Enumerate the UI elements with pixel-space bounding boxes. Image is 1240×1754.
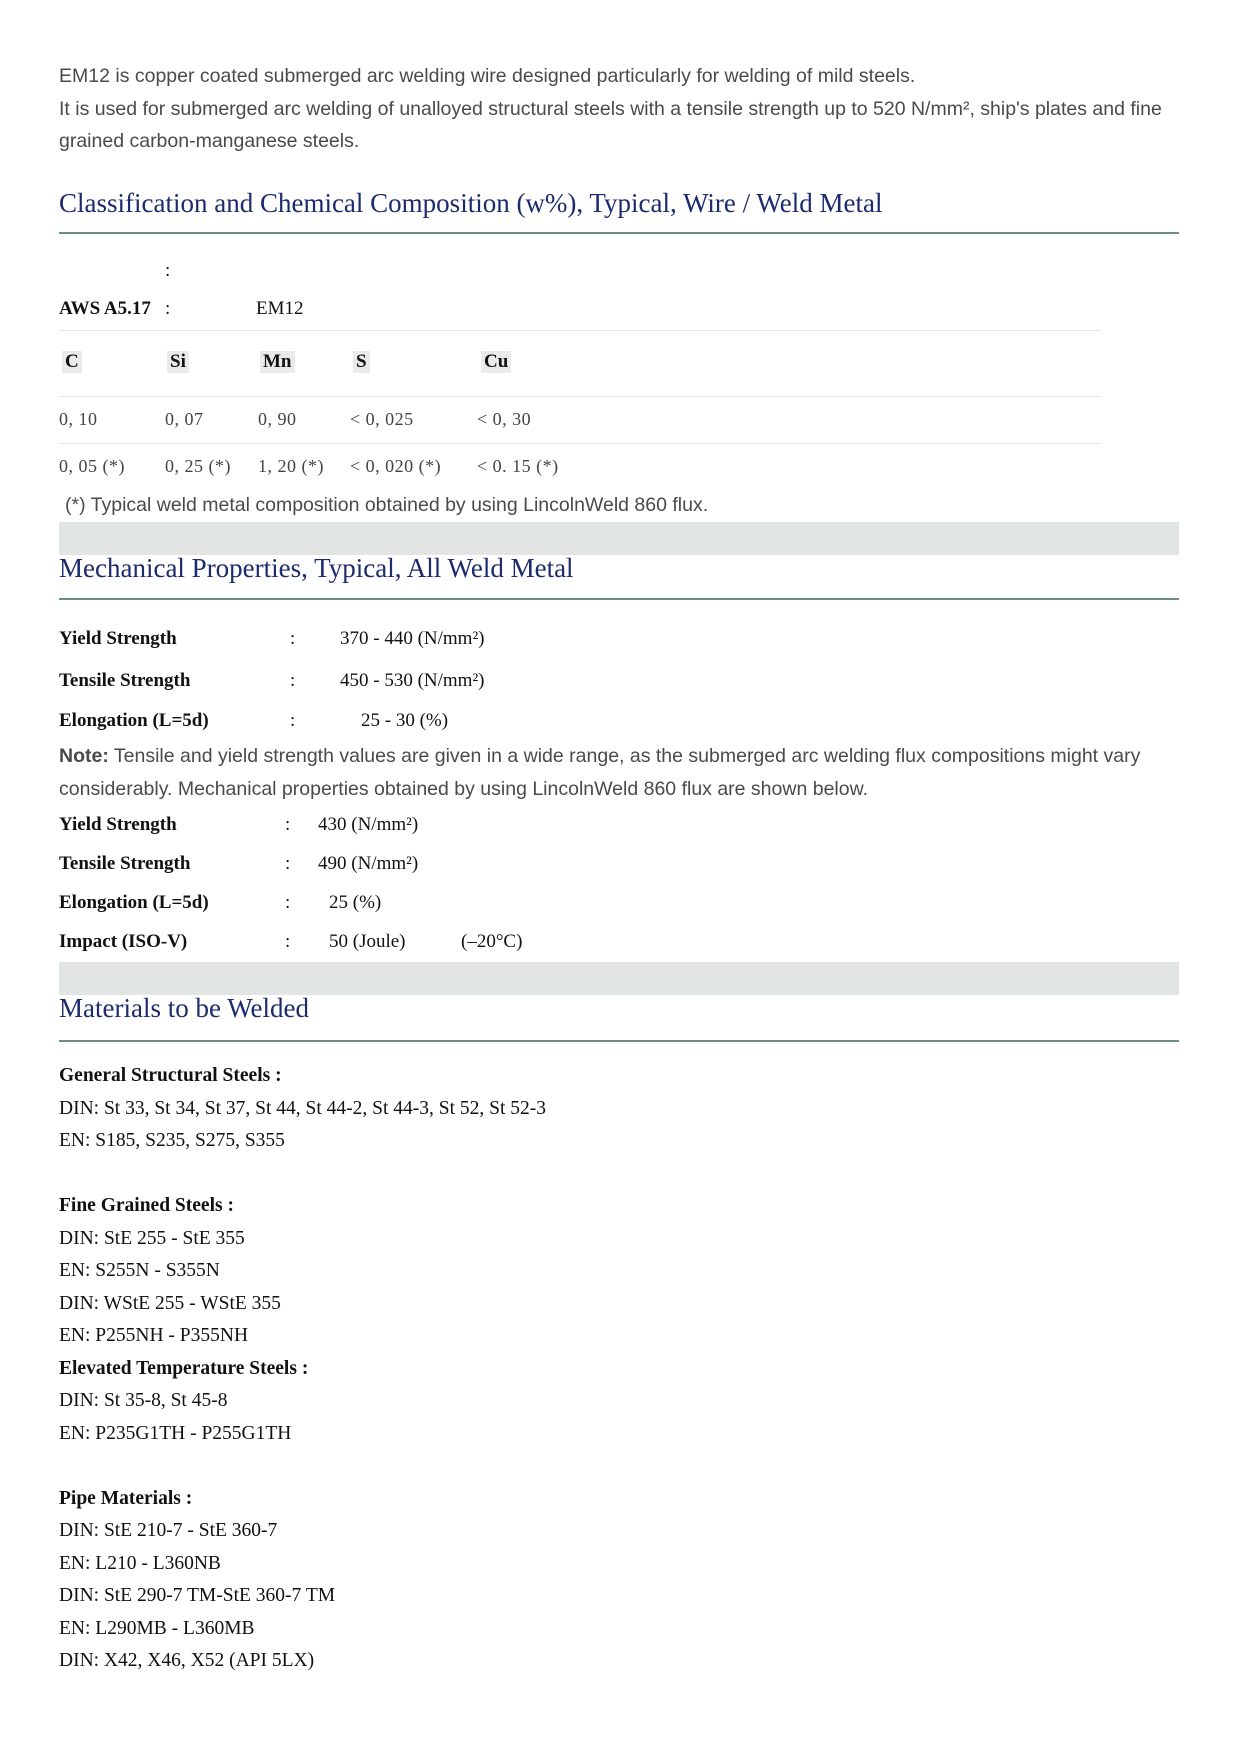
typical-tensile-colon: : (290, 670, 296, 691)
typical-yield-colon: : (290, 628, 296, 649)
materials-heading: Materials to be Welded (59, 993, 310, 1023)
flux-impact-value: 50 (Joule) (329, 931, 406, 952)
flux-tensile-value: 490 (N/mm²) (318, 853, 419, 874)
aws-label: AWS A5.17 (59, 298, 151, 319)
table-rule-bottom (59, 443, 1101, 444)
list-item: EN: S255N - S355N (59, 1260, 220, 1281)
typical-elongation-colon: : (290, 710, 296, 731)
flux-impact-label: Impact (ISO-V) (59, 931, 188, 952)
note-label: Note: (59, 745, 109, 767)
composition-footnote: (*) Typical weld metal composition obtained by using LincolnWeld 860 flux. (65, 494, 709, 516)
weld-mn: 1, 20 (*) (258, 456, 324, 476)
spacer (59, 1450, 546, 1483)
section-band-2 (59, 962, 1179, 995)
list-item: DIN: WStE 255 - WStE 355 (59, 1292, 281, 1314)
list-item: DIN: StE 210-7 - StE 360-7 (59, 1520, 278, 1541)
weld-cu: < 0. 15 (*) (477, 456, 559, 476)
classification-heading: Classification and Chemical Composition (w%), Typical, Wire / Weld Metal (59, 188, 883, 218)
general-structural-title: General Structural Steels : (59, 1065, 282, 1086)
typical-tensile-label: Tensile Strength (59, 670, 191, 691)
table-rule-top (59, 330, 1101, 331)
aws-colon: : (165, 298, 171, 319)
classification-rule (59, 232, 1179, 234)
wire-s: < 0, 025 (350, 409, 414, 429)
pipe-materials-title: Pipe Materials : (59, 1487, 193, 1509)
list-item: EN: L210 - L360NB (59, 1552, 221, 1574)
typical-elongation-value: 25 - 30 (%) (361, 710, 449, 731)
strength-note (59, 740, 1179, 805)
blank-colon: : (165, 260, 171, 281)
list-item: EN: S185, S235, S275, S355 (59, 1130, 285, 1151)
flux-yield-value: 430 (N/mm²) (318, 814, 419, 835)
flux-impact-temp: (–20°C) (461, 931, 523, 952)
typical-elongation-label: Elongation (L=5d) (59, 710, 209, 731)
col-header-mn: Mn (260, 351, 295, 373)
aws-value: EM12 (256, 298, 304, 319)
flux-yield-label: Yield Strength (59, 814, 177, 835)
elevated-temperature-title: Elevated Temperature Steels : (59, 1357, 309, 1379)
wire-mn: 0, 90 (258, 409, 297, 429)
list-item: DIN: St 35-8, St 45-8 (59, 1390, 228, 1411)
note-text: Tensile and yield strength values are given in a wide range, as the submerged arc welding flux compositions might vary considerably. Mechanical properties obtained by using LincolnWeld 860 flux are shown below. (59, 745, 1141, 800)
section-band-1 (59, 522, 1179, 555)
list-item: DIN: StE 255 - StE 355 (59, 1227, 245, 1249)
intro-line-2: It is used for submerged arc welding of unalloyed structural steels with a tensile strength up to 520 N/mm², ship's plates and fine grained carbon-manganese steels. (59, 97, 1162, 152)
col-header-si: Si (167, 351, 189, 373)
list-item: EN: P255NH - P355NH (59, 1325, 249, 1346)
flux-elongation-label: Elongation (L=5d) (59, 892, 209, 913)
intro-paragraph (59, 60, 1179, 158)
list-item: DIN: X42, X46, X52 (API 5LX) (59, 1650, 315, 1671)
intro-line-1: EM12 is copper coated submerged arc welding wire designed particularly for welding of mild steels. (59, 65, 916, 87)
list-item: DIN: StE 290-7 TM-StE 360-7 TM (59, 1585, 336, 1606)
flux-impact-colon: : (285, 931, 291, 952)
materials-list (59, 1060, 546, 1678)
typical-tensile-value: 450 - 530 (N/mm²) (340, 670, 485, 691)
col-header-cu: Cu (481, 351, 511, 373)
mechanical-heading: Mechanical Properties, Typical, All Weld Metal (59, 553, 574, 583)
list-item: EN: P235G1TH - P255G1TH (59, 1422, 292, 1444)
flux-elongation-value: 25 (%) (329, 892, 382, 913)
typical-yield-label: Yield Strength (59, 628, 177, 649)
list-item: DIN: St 33, St 34, St 37, St 44, St 44-2, St 44-3, St 52, St 52-3 (59, 1097, 547, 1119)
flux-tensile-colon: : (285, 853, 291, 874)
materials-rule (59, 1040, 1179, 1042)
wire-cu: < 0, 30 (477, 409, 532, 429)
spacer (59, 1158, 546, 1191)
wire-c: 0, 10 (59, 409, 98, 429)
typical-yield-value: 370 - 440 (N/mm²) (340, 628, 485, 649)
flux-tensile-label: Tensile Strength (59, 853, 191, 874)
fine-grained-title: Fine Grained Steels : (59, 1195, 234, 1216)
flux-yield-colon: : (285, 814, 291, 835)
weld-si: 0, 25 (*) (165, 456, 231, 476)
col-header-c: C (62, 351, 82, 373)
mechanical-rule (59, 598, 1179, 600)
col-header-s: S (353, 351, 370, 373)
wire-si: 0, 07 (165, 409, 204, 429)
flux-elongation-colon: : (285, 892, 291, 913)
table-rule-mid (59, 396, 1101, 397)
weld-c: 0, 05 (*) (59, 456, 125, 476)
list-item: EN: L290MB - L360MB (59, 1617, 255, 1639)
weld-s: < 0, 020 (*) (350, 456, 442, 476)
